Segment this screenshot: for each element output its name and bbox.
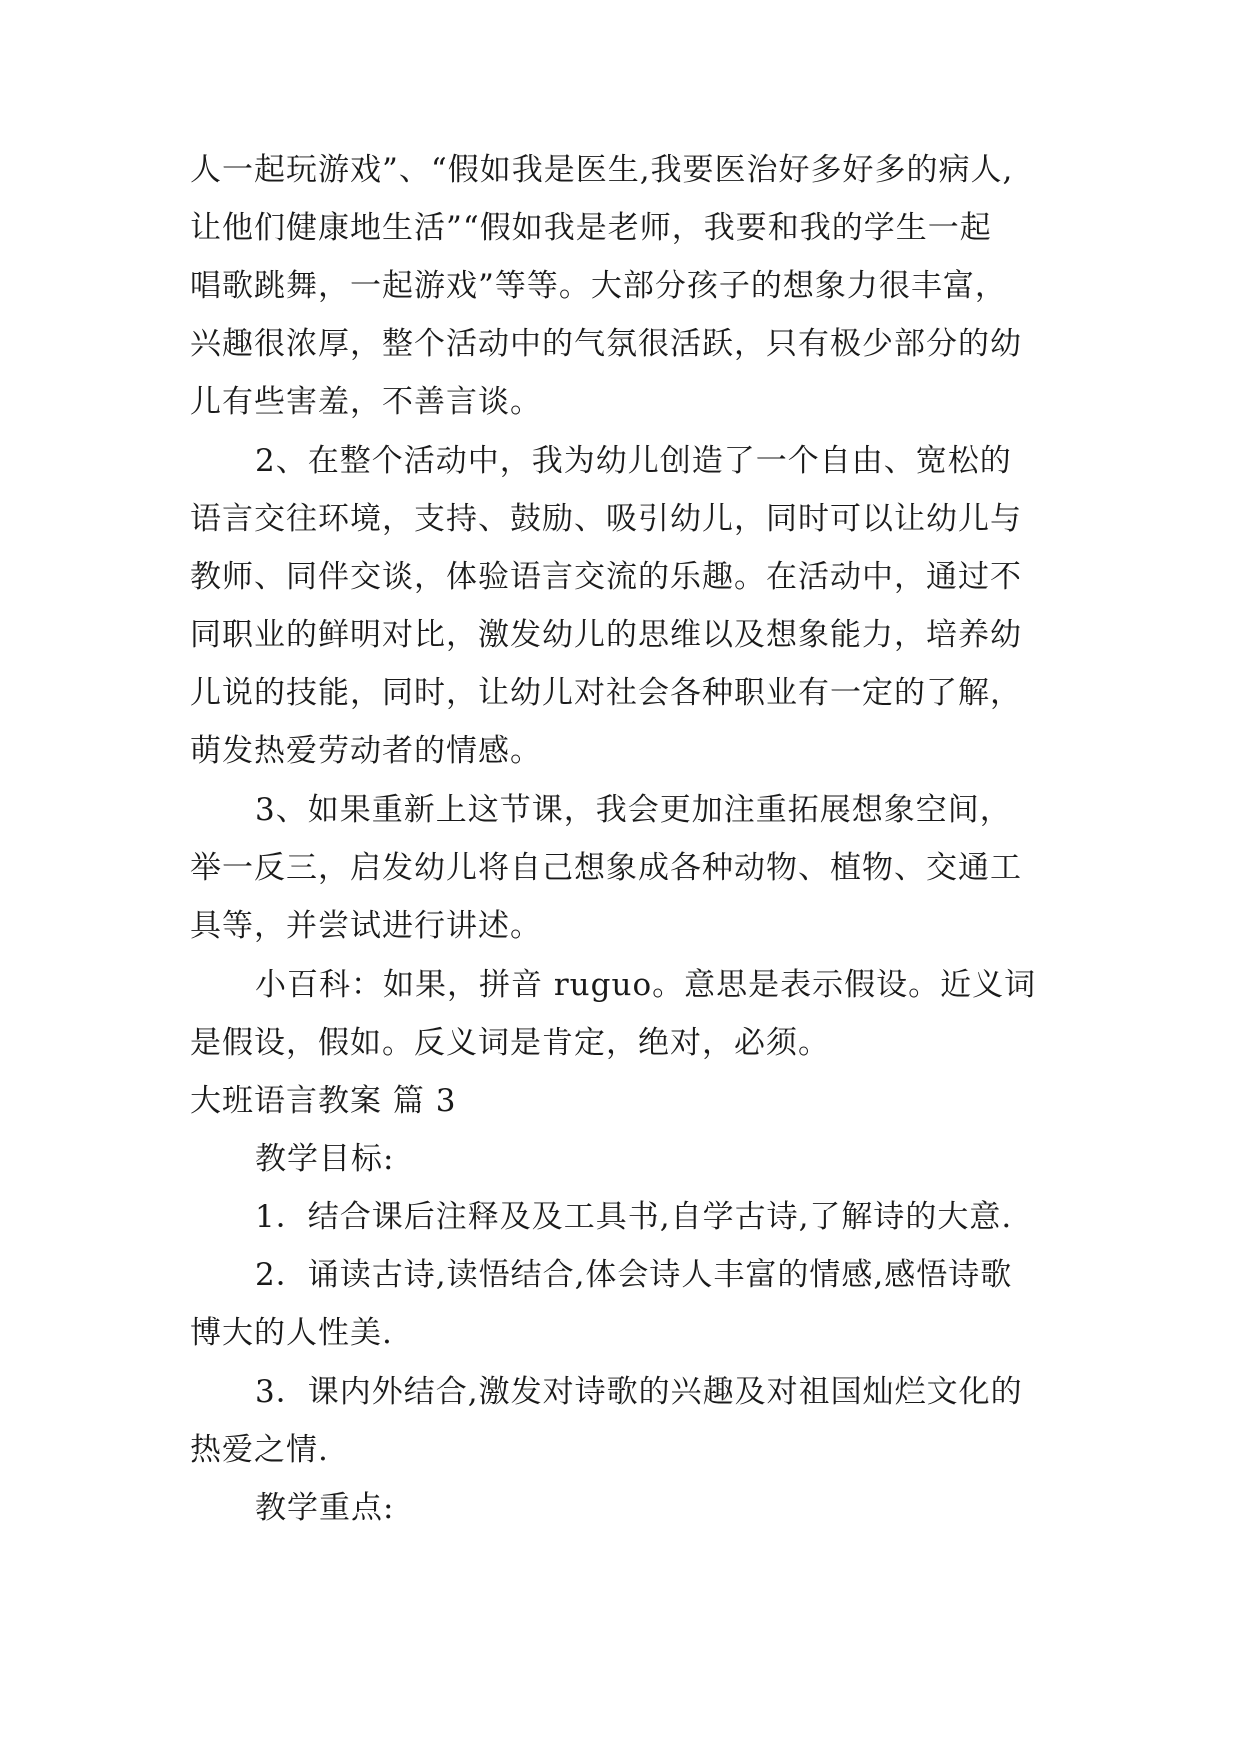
text-line: 唱歌跳舞，一起游戏”等等。大部分孩子的想象力很丰富， [190, 268, 1007, 304]
paragraph-start: 3、如果重新上这节课，我会更加注重拓展想象空间， [255, 792, 1012, 828]
text-line: 具等，并尝试进行讲述。 [190, 908, 542, 944]
text-line: 语言交往环境，支持、鼓励、吸引幼儿，同时可以让幼儿与 [190, 501, 1022, 537]
section-heading: 大班语言教案 篇 3 [190, 1083, 457, 1119]
text-line: 人一起玩游戏”、“假如我是医生,我要医治好多好多的病人, [190, 152, 1014, 188]
text-line: 儿说的技能，同时，让幼儿对社会各种职业有一定的了解， [190, 675, 1022, 711]
text-line: 儿有些害羞，不善言谈。 [190, 384, 542, 420]
text-line: 萌发热爱劳动者的情感。 [190, 733, 542, 769]
text-line: 举一反三，启发幼儿将自己想象成各种动物、植物、交通工 [190, 850, 1022, 886]
subheading-key-points: 教学重点: [255, 1490, 395, 1526]
paragraph-start: 小百科：如果，拼音 ruguo。意思是表示假设。近义词 [255, 967, 1037, 1003]
list-item: 3．课内外结合,激发对诗歌的兴趣及对祖国灿烂文化的 [255, 1374, 1023, 1410]
text-line: 教师、同伴交谈，体验语言交流的乐趣。在活动中，通过不 [190, 559, 1022, 595]
subheading-objectives: 教学目标: [255, 1141, 395, 1177]
paragraph-start: 2、在整个活动中，我为幼儿创造了一个自由、宽松的 [255, 443, 1012, 479]
text-line: 是假设，假如。反义词是肯定，绝对，必须。 [190, 1025, 830, 1061]
list-item: 2．诵读古诗,读悟结合,体会诗人丰富的情感,感悟诗歌 [255, 1257, 1013, 1293]
text-line: 博大的人性美. [190, 1315, 393, 1351]
text-line: 兴趣很浓厚，整个活动中的气氛很活跃，只有极少部分的幼 [190, 326, 1022, 362]
text-line: 让他们健康地生活”“假如我是老师，我要和我的学生一起 [190, 210, 992, 246]
text-line: 同职业的鲜明对比，激发幼儿的思维以及想象能力，培养幼 [190, 617, 1022, 653]
text-line: 热爱之情. [190, 1432, 329, 1468]
list-item: 1．结合课后注释及及工具书,自学古诗,了解诗的大意. [255, 1199, 1013, 1235]
